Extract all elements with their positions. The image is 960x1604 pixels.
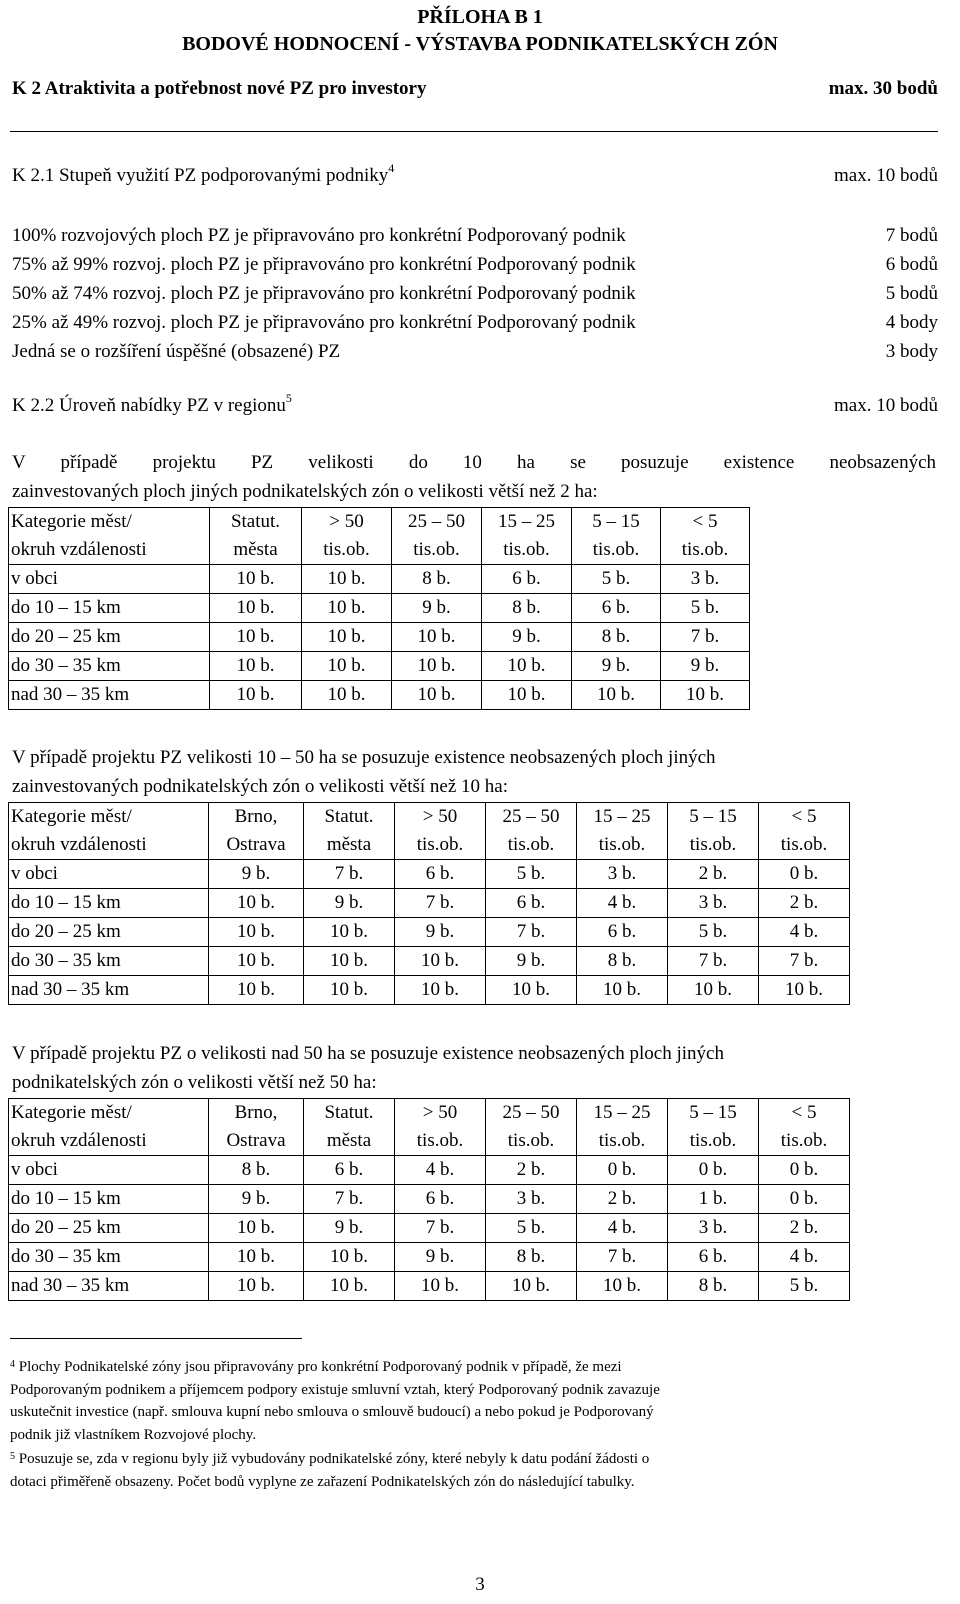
score-cell: 10 b. <box>482 652 572 681</box>
score-cell: 0 b. <box>577 1156 668 1185</box>
footnote-4-mark: 4 <box>10 1359 15 1370</box>
criterion-k21-points: 6 bodů <box>885 254 938 275</box>
column-header <box>302 508 392 565</box>
column-header-line: 15 – 25 <box>593 1102 651 1123</box>
score-cell: 10 b. <box>209 918 304 947</box>
score-cell: 3 b. <box>668 1214 759 1243</box>
column-header-line: > 50 <box>422 1102 458 1123</box>
row-label: do 30 – 35 km <box>9 652 210 681</box>
score-cell: 10 b. <box>577 976 668 1005</box>
score-cell: 9 b. <box>304 889 395 918</box>
score-cell: 10 b. <box>209 1243 304 1272</box>
column-header-line: < 5 <box>791 806 817 827</box>
score-cell: 10 b. <box>304 1243 395 1272</box>
column-header <box>9 508 210 565</box>
column-header-line: tis.ob. <box>592 539 640 560</box>
score-cell: 7 b. <box>759 947 850 976</box>
column-header-line: Kategorie měst/ <box>11 806 132 827</box>
column-header <box>392 508 482 565</box>
row-label: do 20 – 25 km <box>9 623 210 652</box>
criterion-k21-points: 7 bodů <box>885 225 938 246</box>
score-cell: 10 b. <box>210 681 302 710</box>
column-header-line: Statut. <box>324 1102 374 1123</box>
score-cell: 10 b. <box>395 976 486 1005</box>
criterion-k22-label <box>12 391 292 417</box>
column-header-line: tis.ob. <box>507 1130 555 1151</box>
column-header-line: Kategorie měst/ <box>11 511 132 532</box>
score-cell: 0 b. <box>668 1156 759 1185</box>
column-header-line: tis.ob. <box>503 539 550 560</box>
column-header <box>304 1099 395 1156</box>
row-label: do 20 – 25 km <box>9 918 209 947</box>
column-header-line: tis.ob. <box>416 1130 464 1151</box>
column-header-line: tis.ob. <box>416 834 464 855</box>
footnote-4 <box>10 1356 660 1446</box>
score-table-over-50ha <box>8 1098 850 1301</box>
score-cell: 9 b. <box>661 652 750 681</box>
score-cell: 0 b. <box>759 1185 850 1214</box>
column-header <box>9 1099 209 1156</box>
row-label: do 20 – 25 km <box>9 1214 209 1243</box>
score-cell: 5 b. <box>661 594 750 623</box>
criterion-k21-points: 4 body <box>885 312 938 333</box>
column-header-line: Ostrava <box>226 834 286 855</box>
score-cell: 5 b. <box>486 1214 577 1243</box>
column-header <box>661 508 750 565</box>
column-header-line: města <box>326 1130 372 1151</box>
score-cell: 7 b. <box>304 860 395 889</box>
criterion-k22-text: K 2.2 Úroveň nabídky PZ v regionu <box>12 395 286 416</box>
column-header <box>759 803 850 860</box>
column-header <box>668 803 759 860</box>
score-cell: 10 b. <box>395 947 486 976</box>
score-cell: 8 b. <box>572 623 661 652</box>
score-cell: 6 b. <box>668 1243 759 1272</box>
table-row <box>9 947 850 976</box>
divider <box>10 131 938 132</box>
column-header-line: tis.ob. <box>413 539 460 560</box>
column-header-line: tis.ob. <box>323 539 370 560</box>
row-label: do 10 – 15 km <box>9 1185 209 1214</box>
column-header <box>9 803 209 860</box>
column-header-line: okruh vzdálenosti <box>11 539 147 560</box>
column-header-line: okruh vzdálenosti <box>11 834 147 855</box>
score-cell: 10 b. <box>486 1272 577 1301</box>
criterion-k21-max: max. 10 bodů <box>834 165 938 186</box>
criterion-k21-option: 100% rozvojových ploch PZ je připravováno pro konkrétní Podporovaný podnik <box>12 225 626 246</box>
score-cell: 10 b. <box>302 594 392 623</box>
score-cell: 9 b. <box>572 652 661 681</box>
score-cell: 10 b. <box>572 681 661 710</box>
column-header-line: tis.ob. <box>689 834 737 855</box>
score-cell: 4 b. <box>577 889 668 918</box>
column-header-line: okruh vzdálenosti <box>11 1130 147 1151</box>
column-header-line: tis.ob. <box>780 1130 828 1151</box>
score-cell: 9 b. <box>395 918 486 947</box>
section2-intro-line1: V případě projektu PZ velikosti 10 – 50 ha se posuzuje existence neobsazených ploch jiných <box>12 747 716 768</box>
table-row <box>9 623 750 652</box>
score-cell: 3 b. <box>661 565 750 594</box>
score-cell: 0 b. <box>759 1156 850 1185</box>
score-cell: 10 b. <box>392 681 482 710</box>
score-cell: 8 b. <box>482 594 572 623</box>
section3-intro-line1: V případě projektu PZ o velikosti nad 50 ha se posuzuje existence neobsazených ploch jiných <box>12 1043 724 1064</box>
column-header <box>577 1099 668 1156</box>
table-row <box>9 976 850 1005</box>
score-cell: 9 b. <box>395 1243 486 1272</box>
column-header <box>304 803 395 860</box>
column-header <box>395 1099 486 1156</box>
column-header-line: Ostrava <box>226 1130 286 1151</box>
score-cell: 3 b. <box>486 1185 577 1214</box>
column-header-line: Brno, <box>234 1102 278 1123</box>
score-cell: 10 b. <box>302 623 392 652</box>
footnote-5-mark: 5 <box>10 1451 15 1462</box>
score-cell: 7 b. <box>304 1185 395 1214</box>
score-cell: 3 b. <box>668 889 759 918</box>
score-cell: 1 b. <box>668 1185 759 1214</box>
column-header-line: > 50 <box>329 511 364 532</box>
column-header <box>209 1099 304 1156</box>
score-cell: 8 b. <box>392 565 482 594</box>
criterion-k21-points: 5 bodů <box>885 283 938 304</box>
score-cell: 2 b. <box>668 860 759 889</box>
criterion-k2-label: K 2 Atraktivita a potřebnost nové PZ pro investory <box>12 78 427 99</box>
criterion-k21-option: Jedná se o rozšíření úspěšné (obsazené) PZ <box>12 341 341 362</box>
criterion-k21-option: 50% až 74% rozvoj. ploch PZ je připravováno pro konkrétní Podporovaný podnik <box>12 283 636 304</box>
column-header-line: 5 – 15 <box>592 511 640 532</box>
score-table-10-50ha <box>8 802 850 1005</box>
column-header-line: tis.ob. <box>507 834 555 855</box>
score-table-up-to-10ha <box>8 507 750 710</box>
score-cell: 10 b. <box>210 652 302 681</box>
score-cell: 6 b. <box>395 1185 486 1214</box>
score-cell: 7 b. <box>577 1243 668 1272</box>
score-cell: 2 b. <box>486 1156 577 1185</box>
column-header-line: < 5 <box>791 1102 817 1123</box>
page-number: 3 <box>475 1574 485 1595</box>
column-header-line: tis.ob. <box>681 539 729 560</box>
score-cell: 10 b. <box>209 947 304 976</box>
criterion-k21-label <box>12 161 395 187</box>
table-row <box>9 1156 850 1185</box>
section2-intro-line2: zainvestovaných podnikatelských zón o velikosti větší než 10 ha: <box>12 776 508 797</box>
criterion-k21-points: 3 body <box>885 341 938 362</box>
criterion-k21-text: K 2.1 Stupeň využití PZ podporovanými podniky <box>12 165 389 186</box>
score-cell: 6 b. <box>486 889 577 918</box>
footnote-ref-5: 5 <box>285 391 292 405</box>
score-cell: 2 b. <box>759 889 850 918</box>
table-header-row <box>9 803 850 860</box>
score-cell: 5 b. <box>759 1272 850 1301</box>
score-cell: 3 b. <box>577 860 668 889</box>
score-cell: 10 b. <box>210 623 302 652</box>
column-header <box>572 508 661 565</box>
column-header-line: Kategorie měst/ <box>11 1102 132 1123</box>
score-cell: 7 b. <box>486 918 577 947</box>
score-cell: 10 b. <box>210 565 302 594</box>
score-cell: 5 b. <box>668 918 759 947</box>
footnote-4-line: Plochy Podnikatelské zóny jsou připravovány pro konkrétní Podporovaný podnik v případě, že mezi <box>18 1359 622 1375</box>
row-label: v obci <box>9 565 210 594</box>
table-row <box>9 594 750 623</box>
score-cell: 7 b. <box>395 889 486 918</box>
score-cell: 6 b. <box>482 565 572 594</box>
score-cell: 4 b. <box>577 1214 668 1243</box>
score-cell: 10 b. <box>304 1272 395 1301</box>
score-cell: 7 b. <box>668 947 759 976</box>
score-cell: 7 b. <box>661 623 750 652</box>
row-label: do 10 – 15 km <box>9 889 209 918</box>
row-label: do 30 – 35 km <box>9 1243 209 1272</box>
score-cell: 6 b. <box>572 594 661 623</box>
section1-intro-line2: zainvestovaných ploch jiných podnikatelských zón o velikosti větší než 2 ha: <box>12 481 598 502</box>
score-cell: 4 b. <box>759 918 850 947</box>
score-cell: 4 b. <box>759 1243 850 1272</box>
column-header-line: 25 – 50 <box>408 511 465 532</box>
column-header <box>668 1099 759 1156</box>
column-header <box>759 1099 850 1156</box>
score-cell: 10 b. <box>209 1272 304 1301</box>
score-cell: 5 b. <box>572 565 661 594</box>
footnote-4-line: Podporovaným podnikem a příjemcem podpory existuje smluvní vztah, který Podporovaný podnik zavazuje <box>10 1381 660 1398</box>
page-title: PŘÍLOHA B 1 <box>417 6 543 28</box>
score-cell: 9 b. <box>304 1214 395 1243</box>
score-cell: 10 b. <box>577 1272 668 1301</box>
footnote-separator <box>10 1338 302 1339</box>
column-header-line: 15 – 25 <box>593 806 651 827</box>
section1-intro-line1: V případě projektu PZ velikosti do 10 ha se posuzuje existence neobsazených <box>12 452 936 473</box>
row-label: do 10 – 15 km <box>9 594 210 623</box>
table-row <box>9 1185 850 1214</box>
column-header-line: 5 – 15 <box>689 806 737 827</box>
footnote-4-line: uskutečnit investice (např. smlouva kupní nebo smlouva o smlouvě budoucí) a nebo pokud je Podporovaný <box>10 1404 654 1420</box>
score-cell: 10 b. <box>209 889 304 918</box>
table-row <box>9 1243 850 1272</box>
column-header-line: < 5 <box>692 511 718 532</box>
footnote-5-line: Posuzuje se, zda v regionu byly již vybudovány podnikatelské zóny, které nebyly k datu podání žádosti o <box>18 1451 650 1467</box>
score-cell: 2 b. <box>759 1214 850 1243</box>
score-cell: 10 b. <box>302 681 392 710</box>
score-cell: 10 b. <box>209 1214 304 1243</box>
score-cell: 9 b. <box>482 623 572 652</box>
score-cell: 6 b. <box>304 1156 395 1185</box>
score-cell: 10 b. <box>392 652 482 681</box>
table-row <box>9 918 850 947</box>
column-header-line: Statut. <box>230 511 281 532</box>
table-row <box>9 681 750 710</box>
score-cell: 2 b. <box>577 1185 668 1214</box>
score-cell: 4 b. <box>395 1156 486 1185</box>
score-cell: 8 b. <box>486 1243 577 1272</box>
column-header <box>210 508 302 565</box>
column-header-line: 25 – 50 <box>502 1102 560 1123</box>
score-cell: 8 b. <box>668 1272 759 1301</box>
column-header-line: města <box>233 539 278 560</box>
row-label: v obci <box>9 860 209 889</box>
score-cell: 9 b. <box>392 594 482 623</box>
score-cell: 0 b. <box>759 860 850 889</box>
score-cell: 8 b. <box>577 947 668 976</box>
score-cell: 6 b. <box>577 918 668 947</box>
score-cell: 9 b. <box>486 947 577 976</box>
score-cell: 10 b. <box>302 652 392 681</box>
page-subtitle: BODOVÉ HODNOCENÍ - VÝSTAVBA PODNIKATELSKÝCH ZÓN <box>182 33 778 55</box>
section3-intro-line2: podnikatelských zón o velikosti větší než 50 ha: <box>12 1072 377 1093</box>
footnote-4-line: podnik již vlastníkem Rozvojové plochy. <box>10 1426 257 1443</box>
score-cell: 10 b. <box>482 681 572 710</box>
column-header-line: tis.ob. <box>598 1130 646 1151</box>
score-cell: 6 b. <box>395 860 486 889</box>
score-cell: 5 b. <box>486 860 577 889</box>
score-cell: 7 b. <box>395 1214 486 1243</box>
column-header <box>209 803 304 860</box>
score-cell: 8 b. <box>209 1156 304 1185</box>
table-header-row <box>9 508 750 565</box>
score-cell: 10 b. <box>302 565 392 594</box>
table-header-row <box>9 1099 850 1156</box>
column-header-line: tis.ob. <box>780 834 828 855</box>
column-header <box>482 508 572 565</box>
table-row <box>9 652 750 681</box>
score-cell: 10 b. <box>209 976 304 1005</box>
column-header-line: 15 – 25 <box>498 511 555 532</box>
score-cell: 10 b. <box>392 623 482 652</box>
score-cell: 9 b. <box>209 1185 304 1214</box>
column-header-line: Brno, <box>234 806 278 827</box>
column-header <box>486 1099 577 1156</box>
score-cell: 10 b. <box>668 976 759 1005</box>
row-label: v obci <box>9 1156 209 1185</box>
criterion-k2-max: max. 30 bodů <box>828 78 938 99</box>
column-header-line: tis.ob. <box>689 1130 737 1151</box>
score-cell: 10 b. <box>304 976 395 1005</box>
row-label: nad 30 – 35 km <box>9 681 210 710</box>
score-cell: 10 b. <box>395 1272 486 1301</box>
column-header-line: 25 – 50 <box>502 806 560 827</box>
footnote-5 <box>10 1448 649 1493</box>
row-label: do 30 – 35 km <box>9 947 209 976</box>
table-row <box>9 1214 850 1243</box>
footnote-5-line: dotaci přiměřeně obsazeny. Počet bodů vyplyne ze zařazení Podnikatelských zón do následující tabulky. <box>10 1473 635 1490</box>
column-header-line: 5 – 15 <box>689 1102 737 1123</box>
criterion-k22-max: max. 10 bodů <box>834 395 938 416</box>
row-label: nad 30 – 35 km <box>9 976 209 1005</box>
table-row <box>9 1272 850 1301</box>
criterion-k21-option: 75% až 99% rozvoj. ploch PZ je připravováno pro konkrétní Podporovaný podnik <box>12 254 636 275</box>
score-cell: 10 b. <box>661 681 750 710</box>
score-cell: 10 b. <box>304 918 395 947</box>
score-cell: 10 b. <box>210 594 302 623</box>
column-header-line: > 50 <box>422 806 458 827</box>
column-header <box>486 803 577 860</box>
score-cell: 9 b. <box>209 860 304 889</box>
column-header <box>395 803 486 860</box>
score-cell: 10 b. <box>486 976 577 1005</box>
column-header-line: tis.ob. <box>598 834 646 855</box>
table-row <box>9 565 750 594</box>
criterion-k21-option: 25% až 49% rozvoj. ploch PZ je připravováno pro konkrétní Podporovaný podnik <box>12 312 636 333</box>
row-label: nad 30 – 35 km <box>9 1272 209 1301</box>
table-row <box>9 889 850 918</box>
column-header-line: Statut. <box>324 806 374 827</box>
score-cell: 10 b. <box>759 976 850 1005</box>
column-header <box>577 803 668 860</box>
score-cell: 10 b. <box>304 947 395 976</box>
table-row <box>9 860 850 889</box>
footnote-ref-4: 4 <box>388 161 395 175</box>
column-header-line: města <box>326 834 372 855</box>
